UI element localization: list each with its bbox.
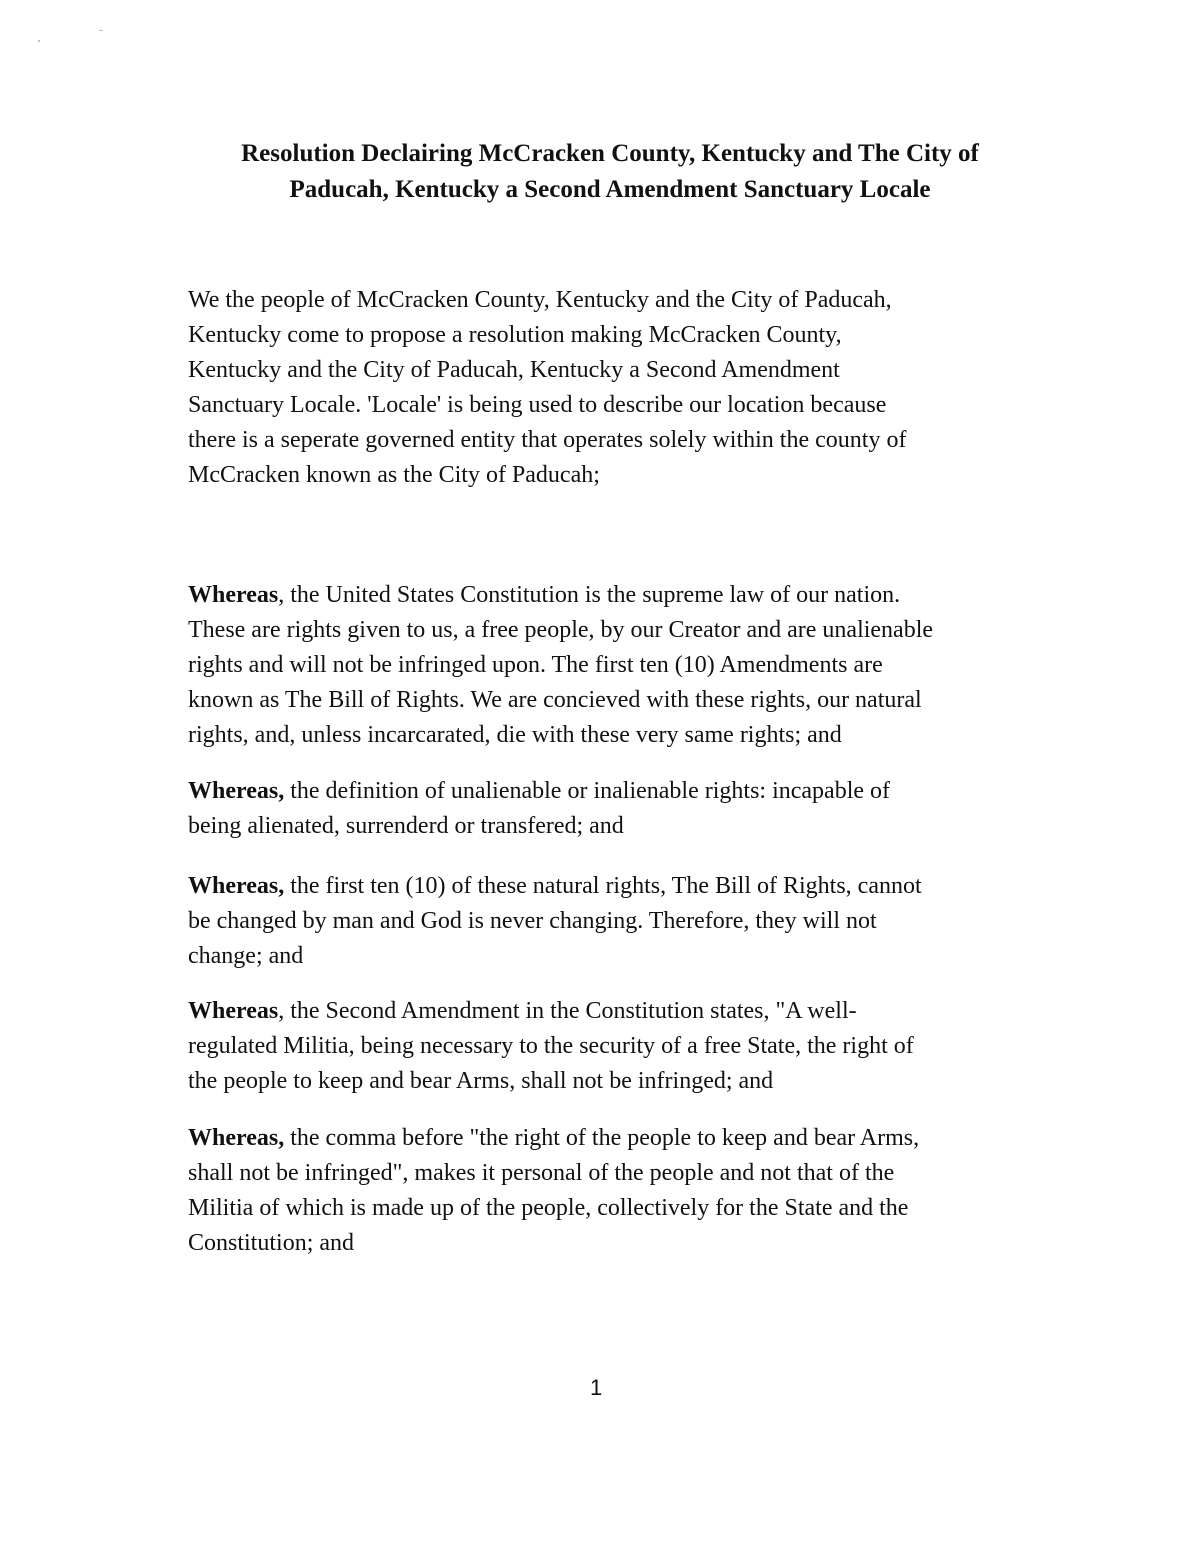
intro-paragraph — [188, 283, 1038, 493]
whereas-line: being alienated, surrenderd or transfered; and — [188, 813, 624, 839]
whereas-paragraph-5 — [188, 1121, 1038, 1261]
whereas-keyword: Whereas — [188, 998, 279, 1024]
whereas-keyword: Whereas — [188, 582, 279, 608]
whereas-line: the definition of unalienable or inalienable rights: incapable of — [284, 778, 891, 804]
whereas-line: shall not be infringed", makes it personal of the people and not that of the — [188, 1160, 895, 1186]
whereas-line: , the United States Constitution is the supreme law of our nation. — [278, 582, 901, 608]
whereas-keyword: Whereas, — [188, 778, 285, 804]
whereas-line: be changed by man and God is never changing. Therefore, they will not — [188, 908, 877, 934]
scan-speck — [99, 30, 103, 31]
whereas-paragraph-4 — [188, 994, 1038, 1099]
whereas-line: These are rights given to us, a free people, by our Creator and are unalienable — [188, 617, 934, 643]
whereas-keyword: Whereas, — [188, 1125, 285, 1151]
whereas-line: , the Second Amendment in the Constitution states, "A well- — [278, 998, 857, 1024]
whereas-line: rights, and, unless incarcarated, die with these very same rights; and — [188, 722, 842, 748]
whereas-line: Constitution; and — [188, 1230, 355, 1256]
scan-speck — [38, 40, 40, 42]
title-line-1: Resolution Declairing McCracken County, Kentucky and The City of — [241, 140, 979, 167]
whereas-line: the comma before "the right of the people to keep and bear Arms, — [284, 1125, 920, 1151]
whereas-line: rights and will not be infringed upon. The first ten (10) Amendments are — [188, 652, 883, 678]
intro-line: there is a seperate governed entity that operates solely within the county of — [188, 427, 907, 453]
intro-line: Sanctuary Locale. 'Locale' is being used to describe our location because — [188, 392, 887, 418]
whereas-line: known as The Bill of Rights. We are concieved with these rights, our natural — [188, 687, 922, 713]
title-line-2: Paducah, Kentucky a Second Amendment Sanctuary Locale — [289, 176, 931, 203]
whereas-paragraph-3 — [188, 869, 1038, 974]
document-title — [150, 136, 1070, 208]
page-number: 1 — [590, 1375, 603, 1400]
whereas-paragraph-2 — [188, 774, 1038, 844]
intro-line: Kentucky and the City of Paducah, Kentucky a Second Amendment — [188, 357, 840, 383]
whereas-line: the people to keep and bear Arms, shall not be infringed; and — [188, 1068, 774, 1094]
whereas-keyword: Whereas, — [188, 873, 285, 899]
whereas-line: regulated Militia, being necessary to the security of a free State, the right of — [188, 1033, 914, 1059]
whereas-line: change; and — [188, 943, 304, 969]
intro-line: Kentucky come to propose a resolution making McCracken County, — [188, 322, 842, 348]
whereas-line: Militia of which is made up of the people, collectively for the State and the — [188, 1195, 909, 1221]
intro-line: We the people of McCracken County, Kentucky and the City of Paducah, — [188, 287, 892, 313]
intro-line: McCracken known as the City of Paducah; — [188, 462, 600, 488]
whereas-paragraph-1 — [188, 578, 1038, 753]
whereas-line: the first ten (10) of these natural rights, The Bill of Rights, cannot — [284, 873, 922, 899]
